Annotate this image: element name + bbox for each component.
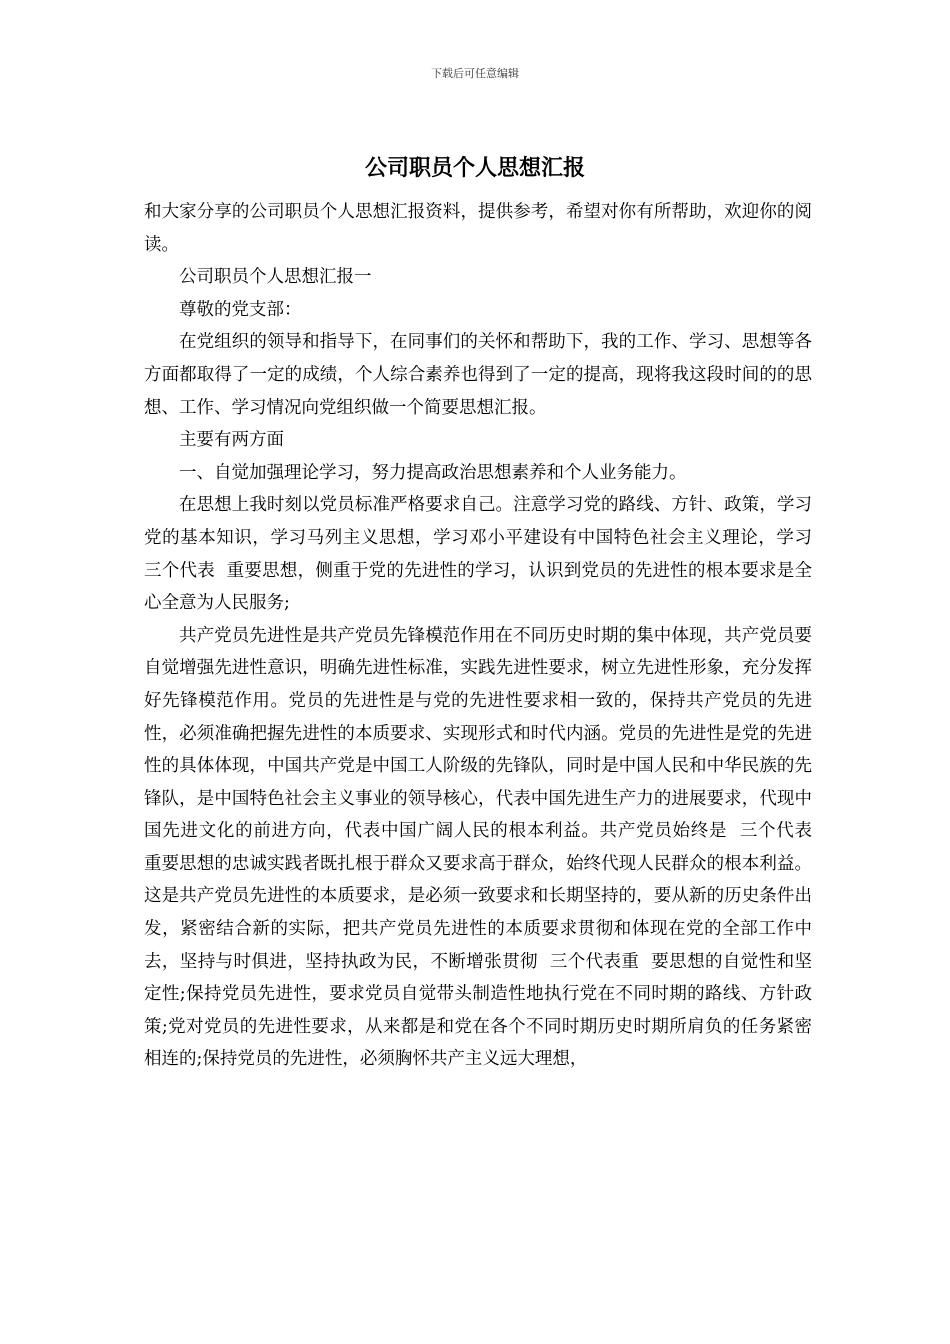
header-note: 下载后可任意编辑 (431, 67, 519, 80)
document-title: 公司职员个人思想汇报 (364, 155, 585, 181)
intro-paragraph: 和大家分享的公司职员个人思想汇报资料，提供参考，希望对你有所帮助，欢迎你的阅读。 (144, 202, 812, 255)
body-paragraph: 在思想上我时刻以党员标准严格要求自己。注意学习党的路线、方针、政策，学习党的基本知识，学习马列主义思想，学习邓小平建设有中国特色社会主义理论，学习 三个代表 重要思想，侧重于党的先进性的学习，认识到党员的先进性的根本要求是全心全意为人民服务; (144, 495, 824, 614)
salutation: 尊敬的党支部： (179, 299, 302, 320)
body-paragraph: 主要有两方面 (179, 430, 284, 451)
body-paragraph: 共产党员先进性是共产党员先锋模范作用在不同历史时期的集中体现，共产党员要自觉增强先进性意识，明确先进性标准，实践先进性要求，树立先进性形象，充分发挥好先锋模范作用。党员的先进性是与党的先进性要求相一致的，保持共产党员的先进性，必须准确把握先进性的本质要求、实现形式和时代内涵。党员的先进性是党的先进性的具体体现，中国共产党是中国工人阶级的先锋队，同时是中国人民和中华民族的先锋队，是中国特色社会主义事业的领导核心，代表中国先进生产力的进展要求，代现中国先进文化的前进方向，代表中国广阔人民的根本利益。共产党员始终是 三个代表 重要思想的忠诚实践者既扎根于群众又要求高于群众，始终代现人民群众的根本利益。这是共产党员先进性的本质要求，是必须一致要求和长期坚持的，要从新的历史条件出发，紧密结合新的实际，把共产党员先进性的本质要求贯彻和体现在党的全部工作中去，坚持与时俱进，坚持执政为民，不断增张贯彻 三个代表重 要思想的自觉性和坚定性;保持党员先进性，要求党员自觉带头制造性地执行党在不同时期的路线、方针政策;党对党员的先进性要求，从来都是和党在各个不同时期历史时期所肩负的任务紧密相连的;保持党员的先进性，必须胸怀共产主义远大理想， (144, 625, 824, 1070)
document-body (144, 196, 824, 1076)
body-paragraph: 在党组织的领导和指导下，在同事们的关怀和帮助下，我的工作、学习、思想等各方面都取得了一定的成绩，个人综合素养也得到了一定的提高，现将我这段时间的的思想、工作、学习情况向党组织做一个简要思想汇报。 (144, 332, 812, 418)
section-heading: 公司职员个人思想汇报一 (179, 267, 372, 288)
body-paragraph: 一、自觉加强理论学习，努力提高政治思想素养和个人业务能力。 (179, 462, 687, 483)
